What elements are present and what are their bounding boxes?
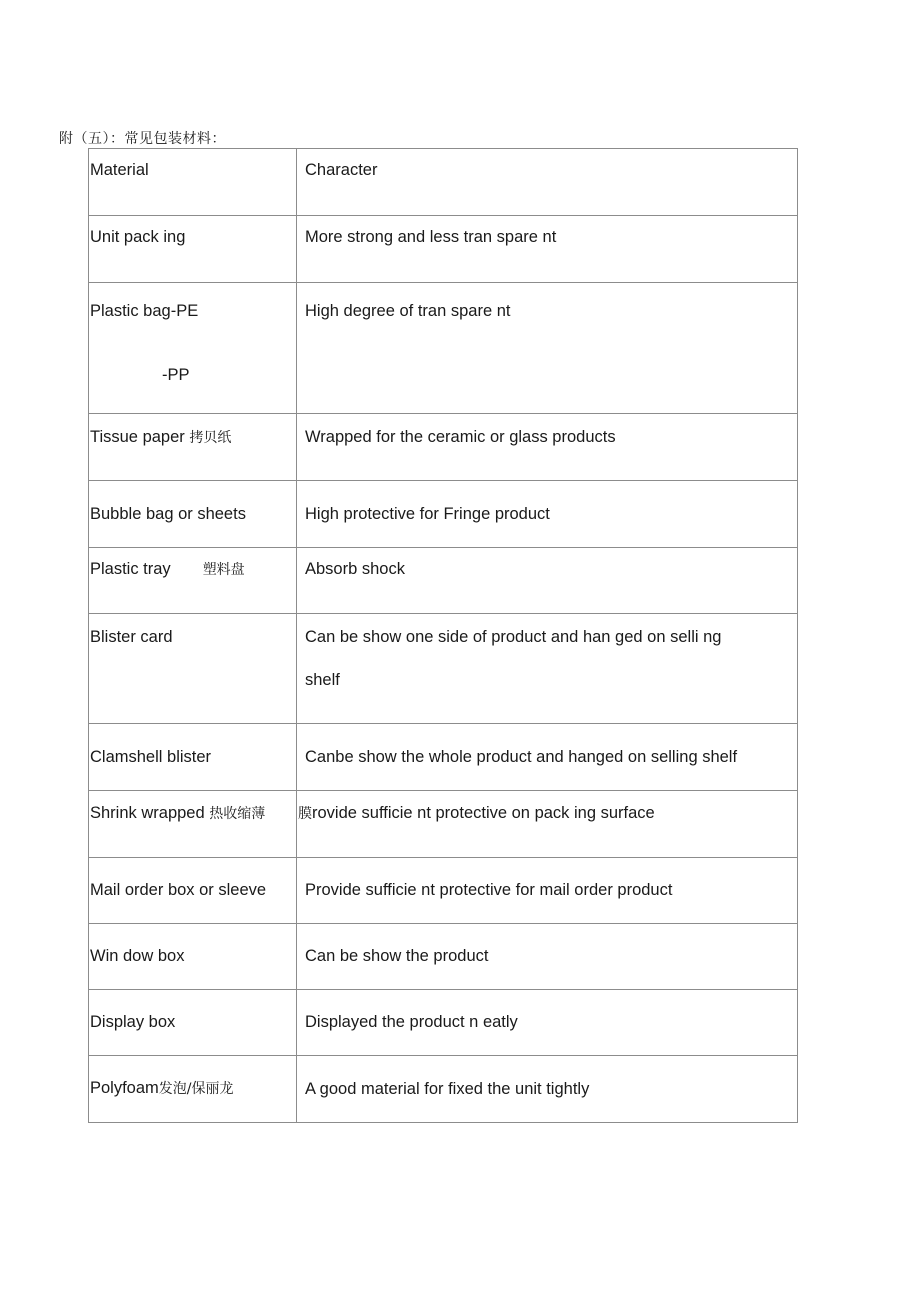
character-cell — [297, 791, 798, 858]
material-cell — [89, 216, 297, 283]
table-row — [89, 1056, 798, 1123]
character-cell — [297, 924, 798, 990]
header-material-cell — [89, 149, 297, 216]
table-row — [89, 216, 798, 283]
material-cell — [89, 283, 297, 414]
material-cell — [89, 481, 297, 548]
header-material: Material — [90, 161, 149, 179]
material-name — [89, 791, 296, 824]
material-cell — [89, 414, 297, 481]
material-name-en: Plastic tray — [90, 560, 171, 578]
material-name-en: Polyfoam — [90, 1079, 159, 1097]
material-cell — [89, 924, 297, 990]
material-name-cn: 发泡/保丽龙 — [158, 1081, 234, 1097]
packaging-materials-table — [88, 148, 798, 1123]
material-name: Clamshell blister — [90, 748, 212, 766]
character-text: High degree of tran spare nt — [305, 302, 511, 320]
material-name — [89, 1056, 296, 1099]
material-cell — [89, 724, 297, 791]
table-row — [89, 481, 798, 548]
table-row — [89, 924, 798, 990]
material-name — [89, 414, 296, 448]
material-cell — [89, 548, 297, 614]
material-name: Blister card — [90, 628, 173, 646]
material-name — [89, 283, 296, 385]
table-header-row — [89, 149, 798, 216]
character-text — [297, 791, 797, 824]
header-character: Character — [305, 161, 378, 179]
character-cell — [297, 614, 798, 724]
character-cell — [297, 990, 798, 1056]
character-cell — [297, 414, 798, 481]
material-name-main: Plastic bag-PE — [90, 302, 199, 320]
material-name: Mail order box or sleeve — [90, 881, 267, 899]
material-cell — [89, 614, 297, 724]
material-name: Bubble bag or sheets — [90, 505, 246, 523]
page-heading: 附（五）：常见包装材料： — [59, 131, 226, 147]
character-line-1: Can be show one side of product and han ged on selli ng — [305, 628, 722, 646]
table-row — [89, 283, 798, 414]
table-row — [89, 548, 798, 614]
table-row — [89, 791, 798, 858]
table-row — [89, 858, 798, 924]
material-cell — [89, 990, 297, 1056]
material-cell — [89, 858, 297, 924]
header-character-cell — [297, 149, 798, 216]
character-text: A good material for fixed the unit tightly — [305, 1080, 590, 1098]
material-name-cn: 拷贝纸 — [189, 430, 232, 446]
character-cell — [297, 216, 798, 283]
character-cell — [297, 858, 798, 924]
material-name: Display box — [90, 1013, 176, 1031]
character-text: Provide sufficie nt protective for mail order product — [305, 881, 673, 899]
character-line-2: shelf — [305, 671, 340, 689]
character-text: Canbe show the whole product and hanged on selling shelf — [305, 748, 738, 766]
material-name-cn: 塑料盘 — [202, 562, 245, 578]
table-row — [89, 724, 798, 791]
character-text: High protective for Fringe product — [305, 505, 550, 523]
character-cell — [297, 481, 798, 548]
material-name — [89, 548, 296, 580]
character-cell — [297, 283, 798, 414]
table-row — [89, 990, 798, 1056]
material-name-sub: -PP — [162, 366, 190, 384]
character-text: Displayed the product n eatly — [305, 1013, 518, 1031]
character-text — [297, 614, 797, 690]
material-cell — [89, 791, 297, 858]
table-row — [89, 414, 798, 481]
material-cell — [89, 1056, 297, 1123]
character-text: Can be show the product — [305, 947, 489, 965]
material-name: Unit pack ing — [90, 228, 186, 246]
material-name: Win dow box — [90, 947, 185, 965]
table-row — [89, 614, 798, 724]
character-cell — [297, 548, 798, 614]
character-text: Absorb shock — [305, 560, 405, 578]
character-text: Wrapped for the ceramic or glass products — [305, 428, 616, 446]
material-name-cn: 热收缩薄 — [209, 806, 266, 822]
character-cell — [297, 724, 798, 791]
material-name-en: Shrink wrapped — [90, 804, 210, 822]
character-cell — [297, 1056, 798, 1123]
character-text-en: rovide sufficie nt protective on pack ing surface — [312, 804, 655, 822]
character-text-cn: 膜 — [298, 806, 312, 822]
material-name-en: Tissue paper — [90, 428, 190, 446]
character-text: More strong and less tran spare nt — [305, 228, 557, 246]
